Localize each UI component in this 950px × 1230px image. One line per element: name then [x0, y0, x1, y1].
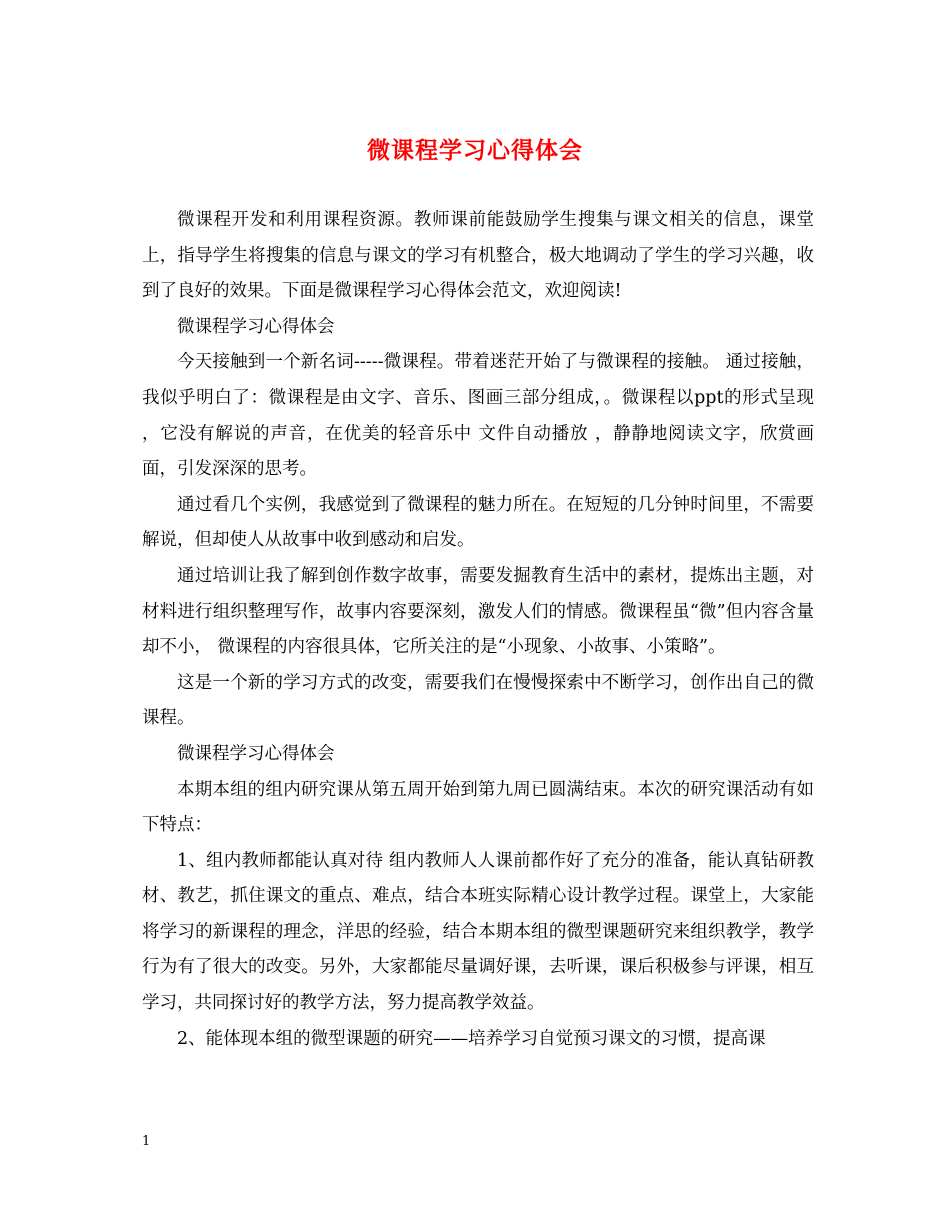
paragraph: 本期本组的组内研究课从第五周开始到第九周已圆满结束。本次的研究课活动有如下特点： [142, 779, 814, 836]
document-title: 微课程学习心得体会 [367, 137, 583, 164]
paragraph: 今天接触到一个新名词-----微课程。带着迷茫开始了与微课程的接触。 通过接触，我似乎明白了：微课程是由文字、音乐、图画三部分组成，。微课程以ppt的形式呈现 ，它没有解说的声音，在优美的轻音乐中 文件自动播放 ，静静地阅读文字，欣赏画面，引发深深的思考。 [142, 352, 814, 480]
section-heading: 微课程学习心得体会 [177, 316, 335, 337]
section-heading: 微课程学习心得体会 [177, 743, 335, 764]
paragraph: 2、能体现本组的微型课题的研究——培养学习自觉预习课文的习惯，提高课 [177, 1028, 766, 1049]
paragraph: 通过看几个实例，我感觉到了微课程的魅力所在。在短短的几分钟时间里，不需要解说，但却使人从故事中收到感动和启发。 [142, 494, 814, 551]
paragraph: 1、组内教师都能认真对待 组内教师人人课前都作好了充分的准备，能认真钻研教材、教艺，抓住课文的重点、难点，结合本班实际精心设计教学过程。课堂上，大家能将学习的新课程的理念，洋思的经验，结合本期本组的微型课题研究来组织教学，教学行为有了很大的改变。另外，大家都能尽量调好课，去听课，课后积极参与评课，相互学习，共同探讨好的教学方法，努力提高教学效益。 [142, 850, 814, 1014]
document-body [142, 203, 814, 1057]
paragraph: 通过培训让我了解到创作数字故事，需要发掘教育生活中的素材，提炼出主题，对材料进行组织整理写作，故事内容要深刻，激发人们的情感。微课程虽“微”但内容含量却不小， 微课程的内容很具体，它所关注的是“小现象、小故事、小策略”。 [142, 565, 814, 658]
paragraph: 这是一个新的学习方式的改变，需要我们在慢慢探索中不断学习，创作出自己的微课程。 [142, 672, 814, 729]
paragraph: 微课程开发和利用课程资源。教师课前能鼓励学生搜集与课文相关的信息，课堂上，指导学生将搜集的信息与课文的学习有机整合，极大地调动了学生的学习兴趣，收到了良好的效果。下面是微课程学习心得体会范文，欢迎阅读! [142, 210, 814, 302]
page-number: 1 [142, 1134, 151, 1149]
